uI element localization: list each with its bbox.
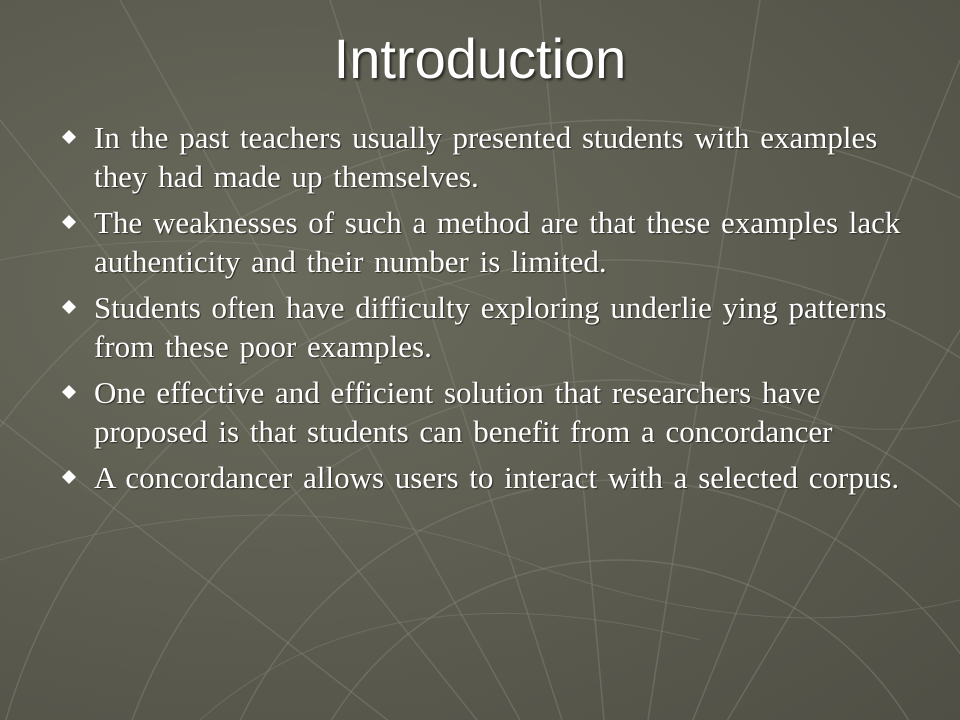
bullet-item: [60, 288, 940, 366]
diamond-bullet-icon: [62, 130, 76, 144]
bullet-list: [60, 118, 940, 504]
diamond-bullet-icon: [62, 470, 76, 484]
bullet-item: [60, 458, 940, 497]
diamond-bullet-icon: [62, 300, 76, 314]
bullet-item: [60, 373, 940, 451]
bullet-text: One effective and efficient solution that researchers have proposed is that students can benefit from a concordancer: [94, 375, 833, 449]
bullet-item: [60, 118, 940, 196]
bullet-text: Students often have difficulty exploring underlie ying patterns from these poor examples.: [94, 290, 887, 364]
slide-title: Introduction: [333, 27, 627, 90]
bullet-text: The weaknesses of such a method are that these examples lack authenticity and their number is limited.: [94, 205, 901, 279]
bullet-text: In the past teachers usually presented students with examples they had made up themselves.: [94, 120, 878, 194]
bullet-text: A concordancer allows users to interact with a selected corpus.: [94, 460, 900, 495]
diamond-bullet-icon: [62, 215, 76, 229]
diamond-bullet-icon: [62, 385, 76, 399]
bullet-item: [60, 203, 940, 281]
